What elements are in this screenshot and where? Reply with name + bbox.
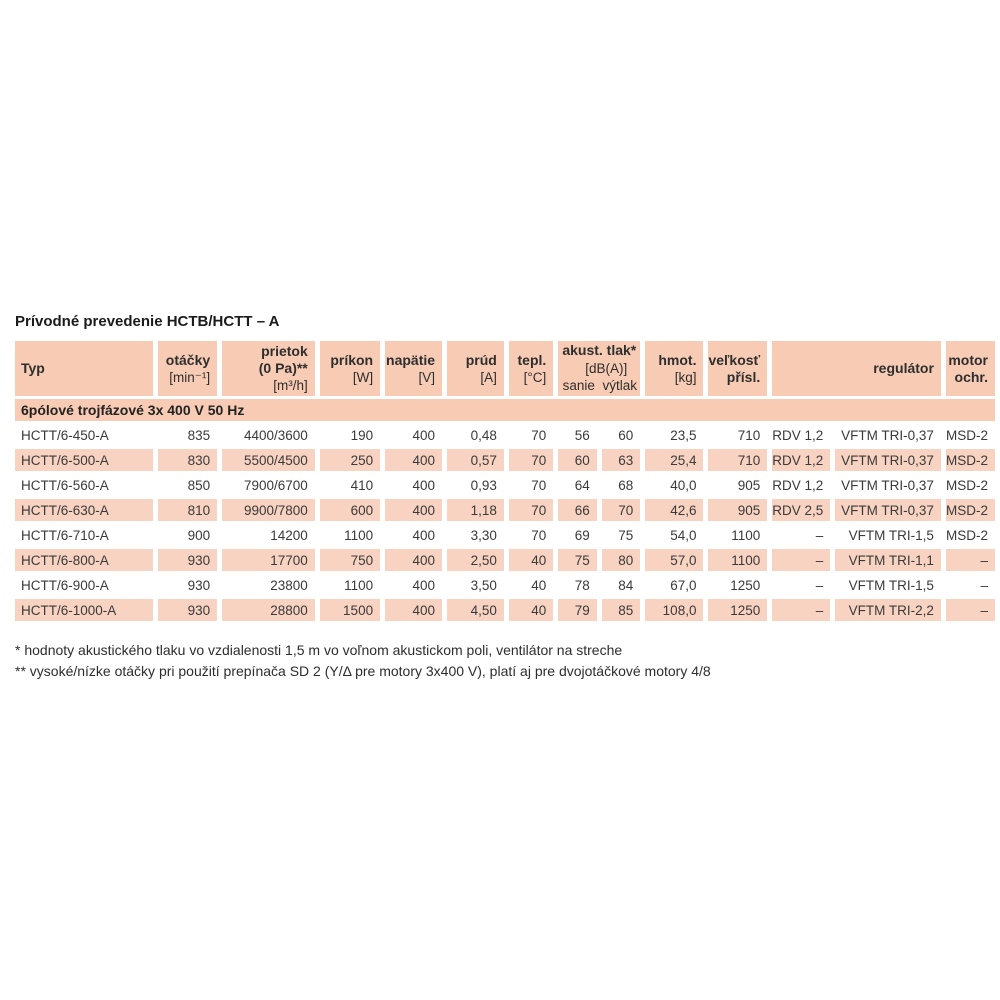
col-tepl-unit: [°C] — [523, 369, 547, 385]
cell-velkost: 1100 — [708, 549, 767, 571]
cell-napatie: 400 — [412, 577, 436, 593]
cell-otacky: 930 — [158, 599, 217, 621]
cell-prikon: 600 — [320, 499, 380, 521]
cell-rdv: – — [815, 527, 824, 543]
cell-prud: 0,93 — [470, 477, 497, 493]
cell-velkost: 905 — [708, 499, 767, 521]
cell-prikon: 410 — [350, 477, 374, 493]
cell-tepl: 40 — [531, 577, 547, 593]
footnote-1: * hodnoty akustického tlaku vo vzdialenosti 1,5 m vo voľnom akustickom poli, ventilátor na streche — [15, 642, 623, 658]
cell-hmot: 42,6 — [645, 499, 703, 521]
cell-napatie: 400 — [385, 449, 442, 471]
cell-prietok: 9900/7800 — [222, 499, 315, 521]
cell-typ: HCTT/6-900-A — [21, 577, 109, 593]
cell-otacky: 930 — [158, 549, 217, 571]
col-napatie-unit: [V] — [418, 369, 436, 385]
col-prietok-note: (0 Pa)** — [258, 360, 308, 376]
col-napatie-label: napätie — [386, 351, 436, 368]
cell-prud: 0,57 — [447, 449, 504, 471]
cell-napatie: 400 — [385, 499, 442, 521]
col-prikon-label: príkon — [330, 351, 374, 368]
cell-tepl: 40 — [509, 549, 553, 571]
footnotes — [15, 640, 711, 682]
header-row — [15, 341, 995, 396]
cell-rdv: RDV 1,2 — [772, 477, 824, 493]
cell-velkost: 1250 — [708, 599, 767, 621]
cell-sanie: 56 — [574, 427, 590, 443]
cell-typ: HCTT/6-1000-A — [15, 599, 153, 621]
cell-motor: MSD-2 — [946, 499, 995, 521]
cell-rdv: RDV 1,2 — [772, 427, 824, 443]
cell-vftm: VFTM TRI-0,37 — [841, 427, 934, 443]
cell-vytlak: 70 — [602, 499, 641, 521]
cell-otacky: 930 — [187, 577, 211, 593]
cell-prud: 4,50 — [447, 599, 504, 621]
cell-rdv: – — [772, 549, 830, 571]
cell-hmot: 57,0 — [645, 549, 703, 571]
table-row — [15, 574, 995, 596]
cell-motor: MSD-2 — [946, 449, 995, 471]
col-typ: Typ — [15, 341, 153, 396]
cell-vytlak: 60 — [618, 427, 634, 443]
cell-vftm: VFTM TRI-0,37 — [835, 449, 941, 471]
cell-sanie: 75 — [558, 549, 597, 571]
cell-sanie: 79 — [558, 599, 597, 621]
cell-typ: HCTT/6-450-A — [21, 427, 109, 443]
col-hmot — [645, 341, 703, 396]
cell-prud: 3,50 — [470, 577, 497, 593]
cell-sanie: 66 — [558, 499, 597, 521]
col-akust-sanie: sanie — [562, 378, 595, 393]
cell-tepl: 70 — [531, 527, 547, 543]
cell-vytlak: 68 — [618, 477, 634, 493]
col-hmot-label: hmot. — [658, 351, 697, 368]
cell-vftm: VFTM TRI-0,37 — [835, 499, 941, 521]
cell-otacky: 850 — [187, 477, 211, 493]
cell-napatie: 400 — [412, 527, 436, 543]
table-row — [15, 499, 995, 521]
cell-velkost: 1250 — [730, 577, 761, 593]
cell-rdv: – — [772, 599, 830, 621]
cell-hmot: 108,0 — [645, 599, 703, 621]
col-motor-label: motor — [948, 351, 988, 368]
cell-motor: – — [946, 599, 995, 621]
col-motor-ochr — [946, 341, 995, 396]
col-prikon — [320, 341, 380, 396]
cell-prietok: 14200 — [270, 527, 308, 543]
cell-vftm: VFTM TRI-1,5 — [848, 527, 934, 543]
cell-otacky: 835 — [187, 427, 211, 443]
cell-napatie: 400 — [385, 549, 442, 571]
cell-vytlak: 80 — [602, 549, 641, 571]
cell-rdv: RDV 2,5 — [772, 499, 830, 521]
cell-sanie: 78 — [574, 577, 590, 593]
cell-tepl: 40 — [509, 599, 553, 621]
cell-sanie: 69 — [574, 527, 590, 543]
table-row — [15, 549, 995, 571]
cell-otacky: 810 — [158, 499, 217, 521]
page-title: Prívodné prevedenie HCTB/HCTT – A — [15, 313, 280, 330]
col-otacky-unit: [min⁻¹] — [169, 369, 211, 385]
col-otacky-label: otáčky — [165, 351, 211, 368]
cell-typ: HCTT/6-560-A — [21, 477, 109, 493]
cell-vftm: VFTM TRI-1,5 — [848, 577, 934, 593]
col-akust-label: akust. tlak* — [562, 342, 637, 358]
cell-sanie: 64 — [574, 477, 590, 493]
spec-table — [10, 338, 1000, 624]
col-tepl-label: tepl. — [517, 351, 547, 368]
cell-napatie: 400 — [385, 599, 442, 621]
cell-motor: – — [980, 577, 988, 593]
col-prietok-label: prietok — [261, 343, 308, 359]
cell-vftm: VFTM TRI-2,2 — [835, 599, 941, 621]
cell-prud: 1,18 — [447, 499, 504, 521]
col-velkost — [708, 341, 767, 396]
cell-tepl: 70 — [531, 477, 547, 493]
cell-vftm: VFTM TRI-0,37 — [841, 477, 934, 493]
col-tepl — [509, 341, 553, 396]
col-velkost-label2: přísl. — [726, 368, 761, 385]
cell-hmot: 40,0 — [670, 477, 697, 493]
cell-vytlak: 85 — [602, 599, 641, 621]
cell-motor: MSD-2 — [945, 527, 988, 543]
cell-prud: 2,50 — [447, 549, 504, 571]
cell-typ: HCTT/6-800-A — [15, 549, 153, 571]
table-row — [15, 449, 995, 471]
cell-vftm: VFTM TRI-1,1 — [835, 549, 941, 571]
cell-tepl: 70 — [509, 499, 553, 521]
col-akust-vytlak: výtlak — [602, 378, 638, 393]
cell-typ: HCTT/6-710-A — [21, 527, 109, 543]
table-row — [15, 599, 995, 621]
cell-hmot: 25,4 — [645, 449, 703, 471]
cell-motor: MSD-2 — [945, 427, 988, 443]
col-akust-tlak — [558, 341, 640, 396]
col-napatie — [385, 341, 442, 396]
col-prikon-unit: [W] — [352, 369, 374, 385]
cell-rdv: RDV 1,2 — [772, 449, 830, 471]
cell-prikon: 1500 — [320, 599, 380, 621]
cell-velkost: 710 — [708, 449, 767, 471]
cell-prikon: 190 — [350, 427, 374, 443]
cell-prietok: 4400/3600 — [243, 427, 308, 443]
cell-hmot: 67,0 — [670, 577, 697, 593]
col-prietok-unit: [m³/h] — [273, 378, 308, 393]
col-motor-label2: ochr. — [954, 368, 988, 385]
cell-typ: HCTT/6-630-A — [15, 499, 153, 521]
cell-velkost: 1100 — [731, 527, 761, 543]
cell-motor: – — [946, 549, 995, 571]
cell-hmot: 23,5 — [670, 427, 697, 443]
cell-velkost: 710 — [737, 427, 761, 443]
cell-prietok: 28800 — [222, 599, 315, 621]
cell-velkost: 905 — [737, 477, 761, 493]
cell-prietok: 23800 — [270, 577, 308, 593]
col-regulator: regulátor — [772, 341, 941, 396]
cell-motor: MSD-2 — [945, 477, 988, 493]
section-header: 6pólové trojfázové 3x 400 V 50 Hz — [15, 399, 995, 421]
cell-prud: 0,48 — [470, 427, 497, 443]
cell-prietok: 17700 — [222, 549, 315, 571]
cell-hmot: 54,0 — [670, 527, 697, 543]
cell-otacky: 900 — [187, 527, 211, 543]
cell-prikon: 1100 — [344, 527, 374, 543]
footnote-2: ** vysoké/nízke otáčky pri použití prepínača SD 2 (Y/Δ pre motory 3x400 V), platí aj pre dvojotáčkové motory 4/8 — [15, 663, 711, 679]
cell-vytlak: 63 — [602, 449, 641, 471]
col-hmot-unit: [kg] — [674, 369, 697, 385]
cell-napatie: 400 — [412, 427, 436, 443]
col-prietok — [222, 341, 315, 396]
cell-napatie: 400 — [412, 477, 436, 493]
cell-typ: HCTT/6-500-A — [15, 449, 153, 471]
col-prud-label: prúd — [465, 351, 497, 368]
cell-tepl: 70 — [531, 427, 547, 443]
cell-prietok: 5500/4500 — [222, 449, 315, 471]
cell-prud: 3,30 — [470, 527, 497, 543]
cell-vytlak: 84 — [618, 577, 634, 593]
cell-prikon: 250 — [320, 449, 380, 471]
col-prud — [447, 341, 504, 396]
cell-rdv: – — [815, 577, 824, 593]
table-row — [15, 474, 995, 496]
cell-tepl: 70 — [509, 449, 553, 471]
col-akust-unit: [dB(A)] — [585, 360, 628, 376]
table-row — [15, 524, 995, 546]
section-row — [15, 399, 995, 421]
cell-sanie: 60 — [558, 449, 597, 471]
table-row — [15, 424, 995, 446]
col-velkost-label: veľkosť — [708, 351, 761, 368]
cell-prikon: 1100 — [344, 577, 374, 593]
col-prud-unit: [A] — [480, 369, 497, 385]
col-otacky — [158, 341, 217, 396]
cell-otacky: 830 — [158, 449, 217, 471]
cell-prietok: 7900/6700 — [243, 477, 308, 493]
cell-prikon: 750 — [320, 549, 380, 571]
cell-vytlak: 75 — [618, 527, 634, 543]
